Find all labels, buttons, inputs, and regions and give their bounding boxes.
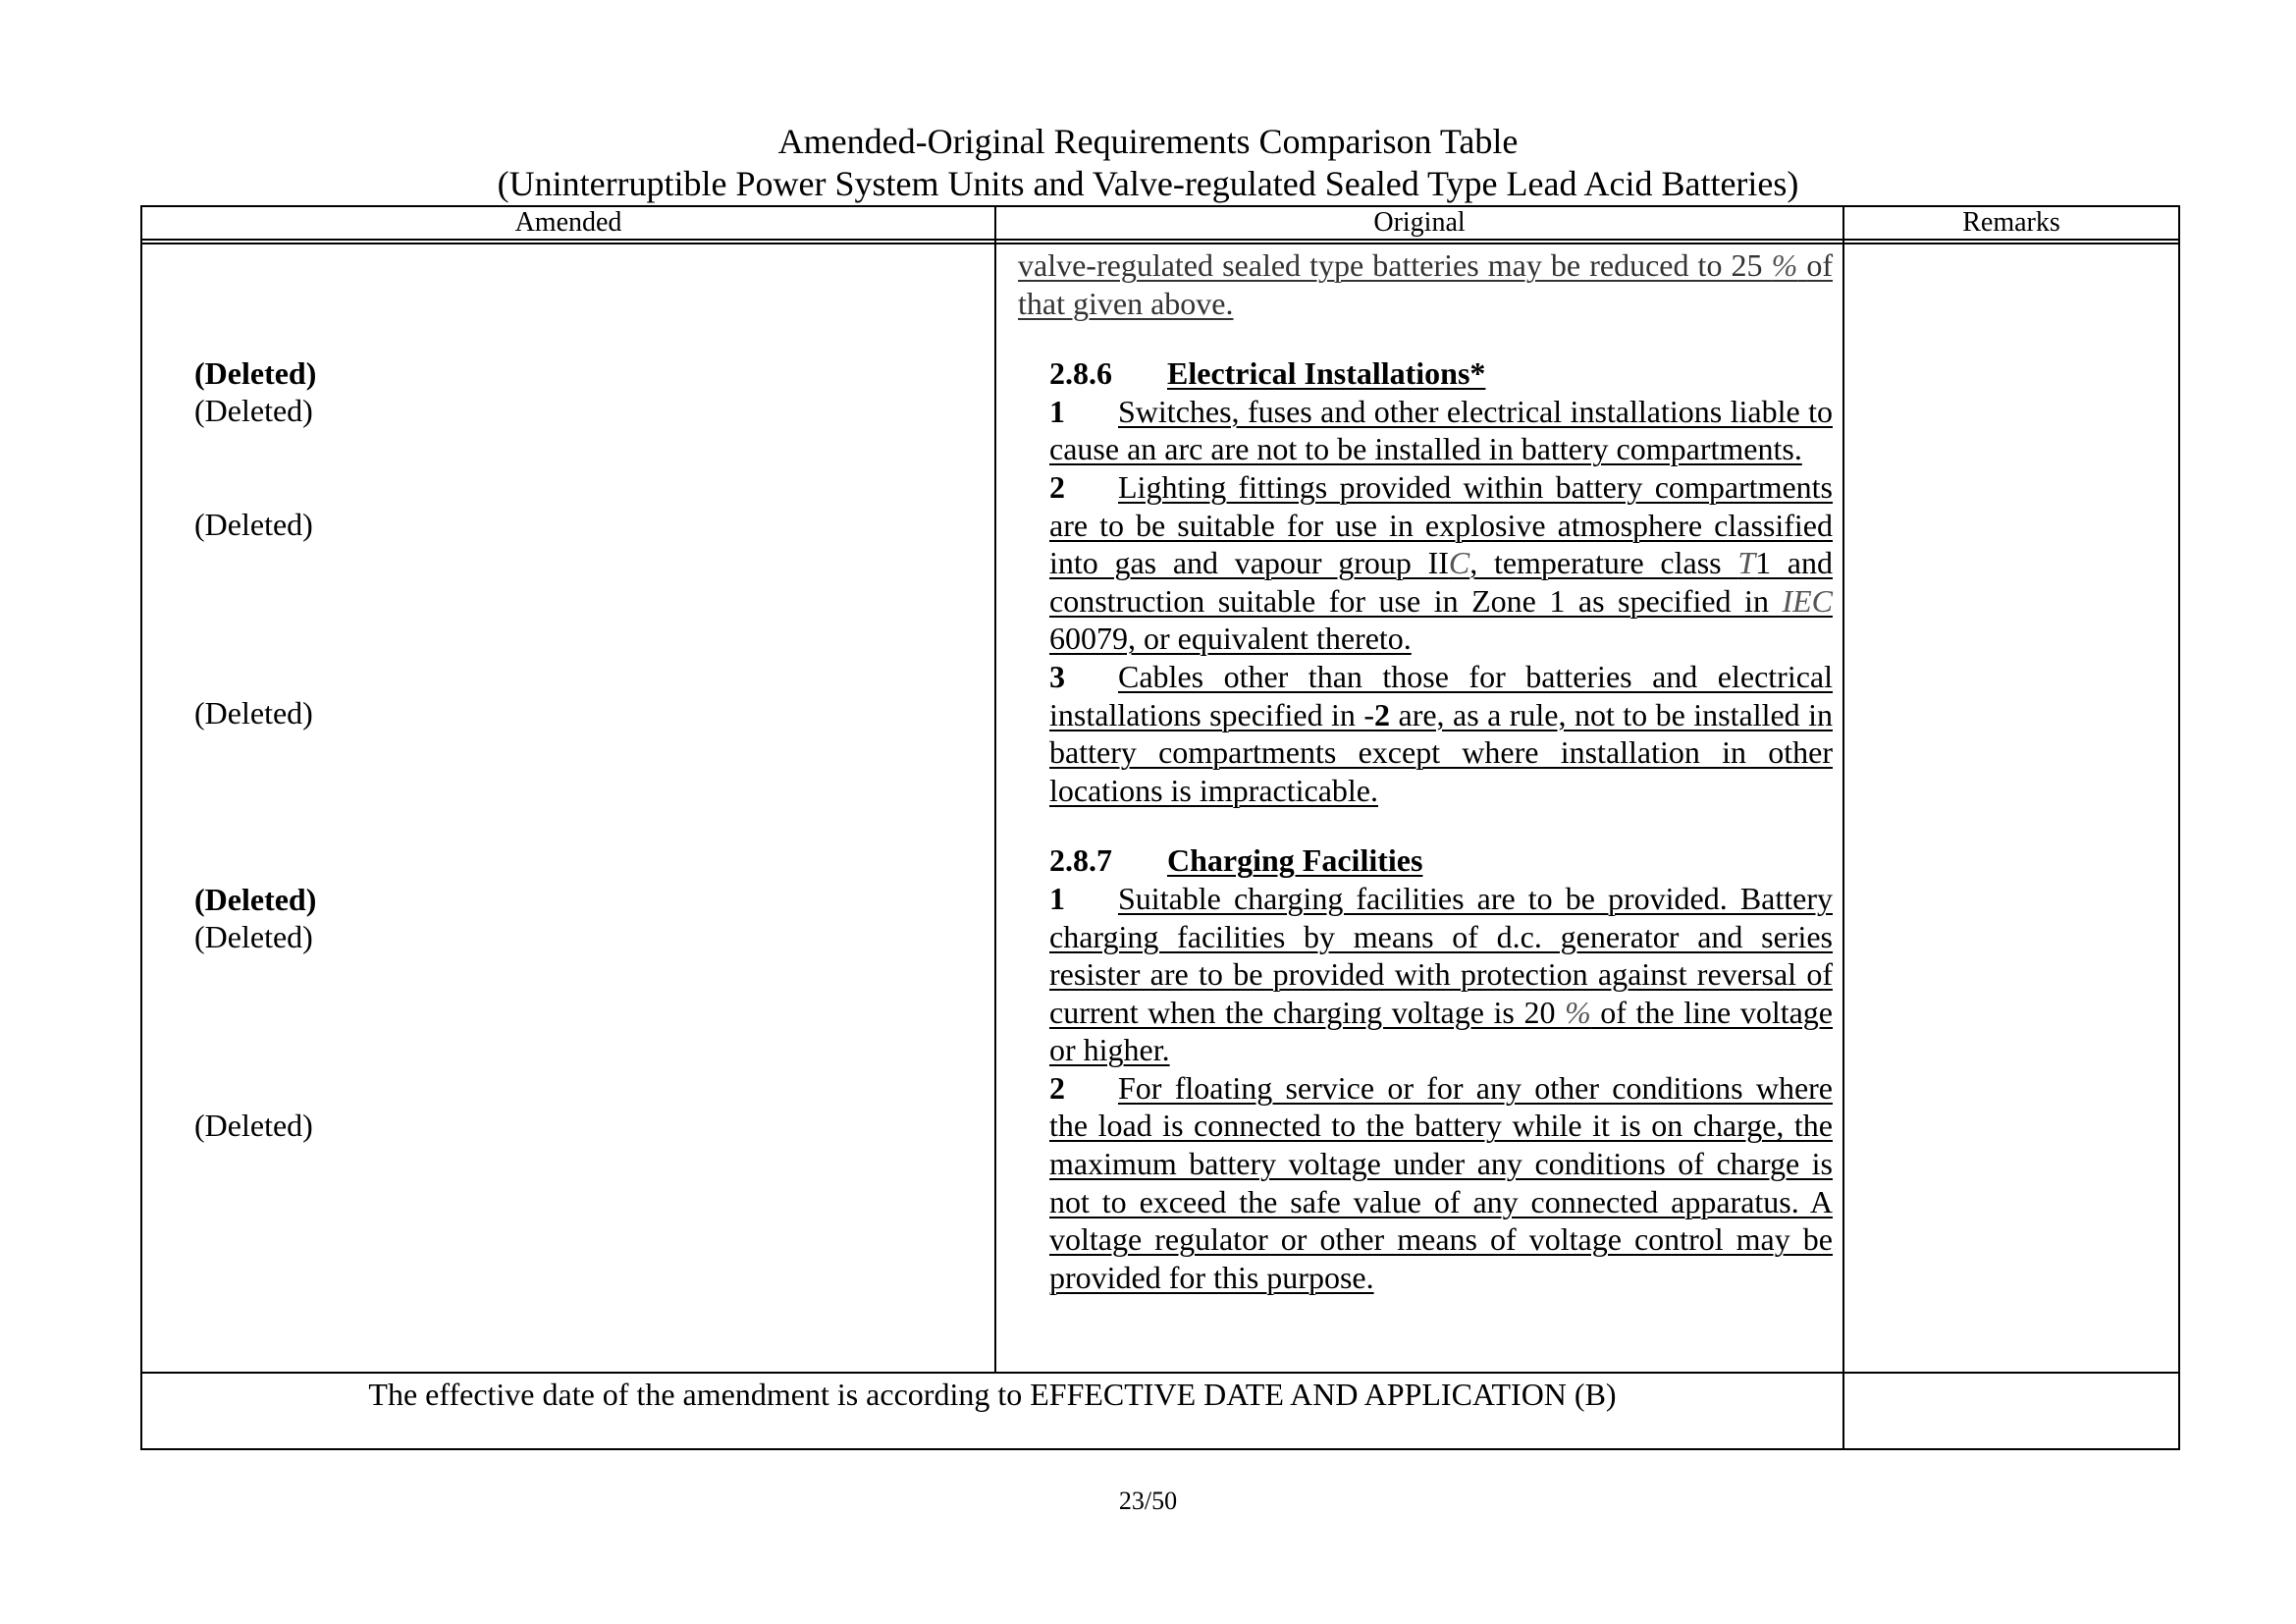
original-text (1018, 246, 1833, 1296)
deleted-label-2-8-6-2: (Deleted) (194, 507, 313, 542)
effective-date-remarks-cell (1843, 1373, 2179, 1449)
deleted-label-2-8-7-2: (Deleted) (194, 1108, 313, 1143)
section-2-8-6-para-3: 3 Cables other than those for batteries and electrical installations specified in -2 are, as a rule, not to be installed in battery compartments except where installation in other locations is impracticable. (1049, 658, 1834, 808)
deleted-label-2-8-7-1: (Deleted) (194, 919, 313, 954)
header-original: Original (995, 206, 1843, 240)
section-2-8-7-para-1: 1 Suitable charging facilities are to be provided. Battery charging facilities by means of d.c. generator and series resister are to be provided with protection against reversal of current when the charging voltage is 20 % of the line voltage or higher. (1049, 880, 1834, 1068)
header-amended: Amended (141, 206, 995, 240)
comparison-table (140, 205, 2180, 1450)
section-2-8-6-heading: 2.8.6 Electrical Installations* (1049, 355, 1486, 392)
percent-symbol: % (1771, 247, 1798, 283)
page-number: 23/50 (1118, 1487, 1178, 1515)
section-2-8-7-heading: 2.8.7 Charging Facilities (1049, 842, 1423, 879)
deleted-label-2-8-6-3: (Deleted) (194, 695, 313, 731)
effective-date-cell (141, 1373, 1843, 1449)
section-2-8-6-para-1: 1 Switches, fuses and other electrical installations liable to cause an arc are not to be installed in battery compartments. (1049, 393, 1833, 467)
deleted-label-2-8-6: (Deleted) (194, 355, 317, 391)
continued-paragraph: valve-regulated sealed type batteries may be reduced to 25 % of that given above. (1018, 247, 1834, 321)
amended-cell (141, 244, 995, 1373)
deleted-label-2-8-7: (Deleted) (194, 882, 317, 917)
original-cell (995, 244, 1843, 1373)
section-2-8-6-para-2: 2 Lighting fittings provided within battery compartments are to be suitable for use in explosive atmosphere classified into gas and vapour group IIC, temperature class T1 and construction suitable for use in Zone 1 as specified in IEC 60079, or equivalent thereto. (1049, 468, 1833, 657)
deleted-label-2-8-6-1: (Deleted) (194, 393, 313, 428)
remarks-cell (1843, 244, 2179, 1373)
header-remarks: Remarks (1843, 206, 2179, 240)
section-2-8-7-para-2: 2 For floating service or for any other conditions where the load is connected to the battery while it is on charge, the maximum battery voltage under any conditions of charge is not to exceed the safe value of any connected apparatus. A voltage regulator or other means of voltage control may be provided for this purpose. (1049, 1069, 1833, 1295)
document-title: Amended-Original Requirements Comparison Table (777, 122, 1519, 161)
document-subtitle: (Uninterruptible Power System Units and Valve-regulated Sealed Type Lead Acid Batteries) (497, 164, 1799, 203)
effective-date-note: The effective date of the amendment is according to EFFECTIVE DATE AND APPLICATION (B) (368, 1377, 1617, 1412)
